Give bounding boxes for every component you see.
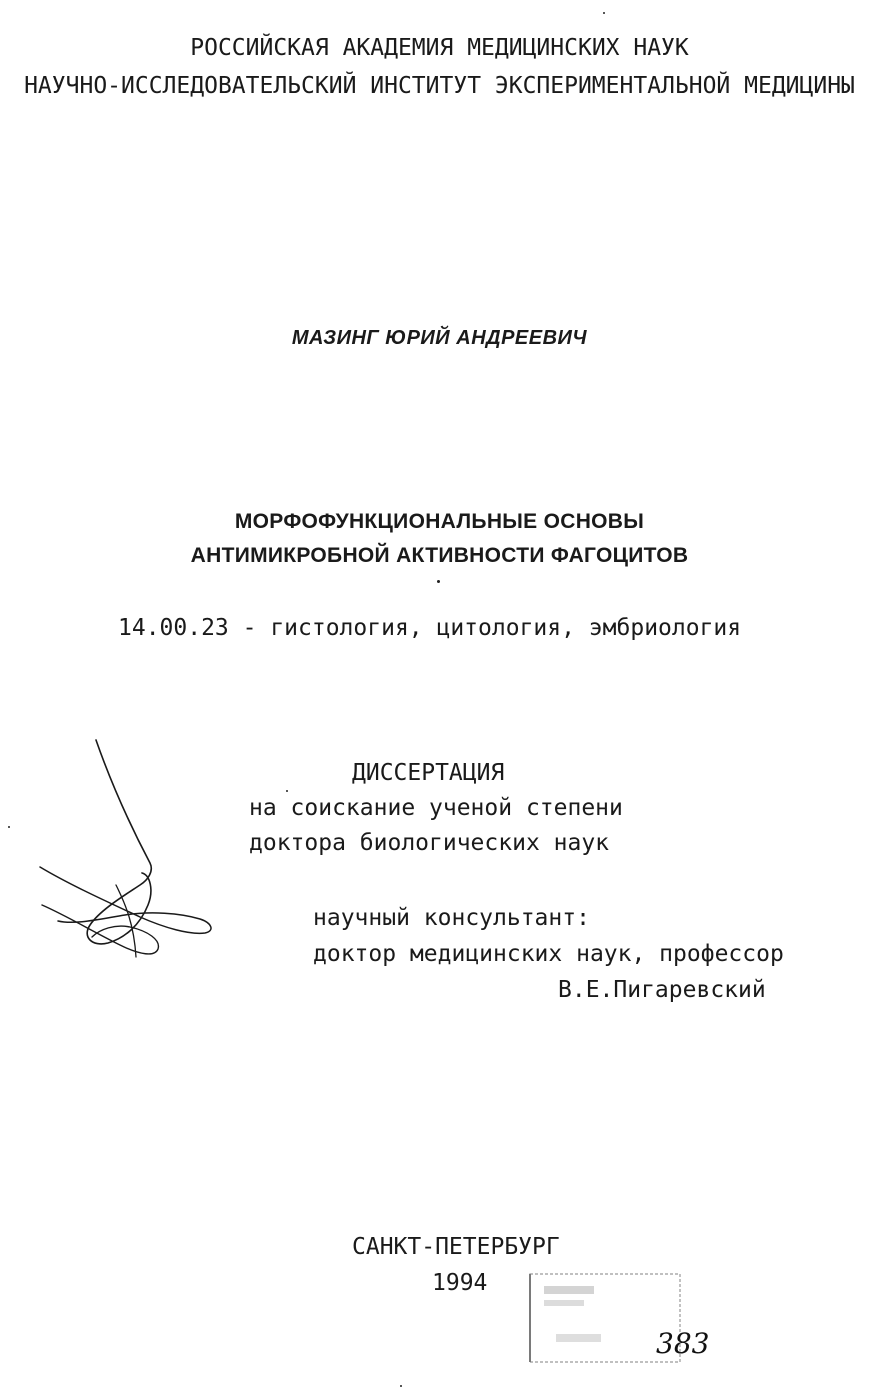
year: 1994: [432, 1270, 488, 1296]
dissertation-title-line2: АНТИМИКРОБНОЙ АКТИВНОСТИ ФАГОЦИТОВ: [190, 544, 689, 567]
scan-speck: [437, 580, 440, 583]
scan-speck: [603, 12, 605, 14]
academy-name: РОССИЙСКАЯ АКАДЕМИЯ МЕДИЦИНСКИХ НАУК: [190, 35, 689, 61]
consultant-label: научный консультант:: [313, 905, 590, 931]
author-name: МАЗИНГ ЮРИЙ АНДРЕЕВИЧ: [291, 327, 588, 349]
signature-icon: [30, 735, 220, 970]
stamp-number: 383: [656, 1327, 710, 1360]
scan-speck: [400, 1385, 402, 1387]
institute-name: НАУЧНО-ИССЛЕДОВАТЕЛЬСКИЙ ИНСТИТУТ ЭКСПЕРИМЕНТАЛЬНОЙ МЕДИЦИНЫ: [24, 73, 855, 99]
degree-purpose: на соискание ученой степени: [249, 795, 623, 821]
dissertation-label: ДИССЕРТАЦИЯ: [352, 760, 505, 786]
specialty-code: 14.00.23 - гистология, цитология, эмбриология: [118, 615, 742, 641]
scan-speck: [8, 826, 10, 828]
scan-speck: [286, 790, 288, 792]
city: САНКТ-ПЕТЕРБУРГ: [352, 1234, 560, 1260]
degree-name: доктора биологических наук: [249, 830, 610, 856]
dissertation-title-line1: МОРФОФУНКЦИОНАЛЬНЫЕ ОСНОВЫ: [234, 510, 645, 533]
consultant-degree: доктор медицинских наук, профессор: [313, 941, 784, 967]
consultant-name: В.Е.Пигаревский: [558, 977, 766, 1003]
